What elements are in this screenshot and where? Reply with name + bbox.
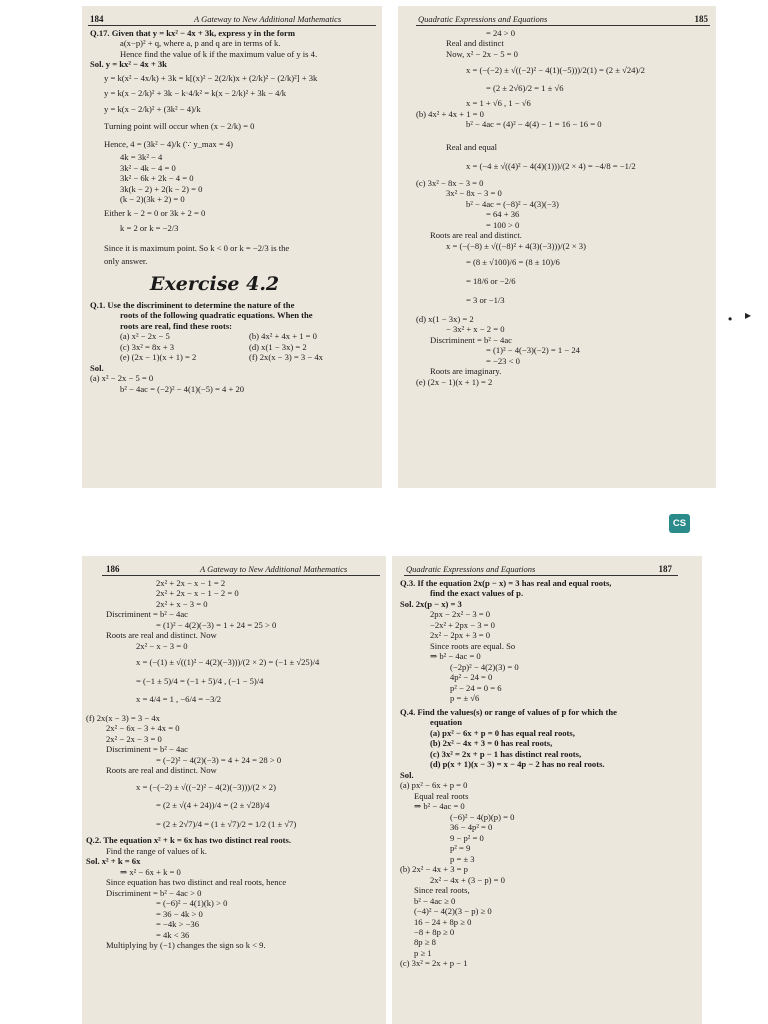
scan-mark: • — [728, 312, 733, 326]
solution-line: 3x² − 8x − 3 = 0 — [446, 188, 502, 199]
scanner-app-badge: CS — [669, 514, 690, 533]
solution-line: 3k(k − 2) + 2(k − 2) = 0 — [120, 183, 203, 194]
solution-line: 2x² − x − 3 = 0 — [136, 640, 188, 651]
solution-line: Discriminent = b² − 4ac — [106, 744, 188, 755]
solution-line: Discriminent = b² − 4ac — [430, 334, 512, 345]
solution-line: 2x² + 2x − x − 1 − 2 = 0 — [156, 588, 239, 599]
solution-line: x = 1 + √6 , 1 − √6 — [466, 98, 531, 109]
solution-line: Sol. y = kx² − 4x + 3k — [90, 59, 167, 70]
solution-line: (c) 3x² − 8x − 3 = 0 — [416, 177, 484, 188]
solution-line: = (2 ± 2√7)/4 = (1 ± √7)/2 = 1/2 (1 ± √7) — [156, 818, 297, 829]
solution-line: = 18/6 or −2/6 — [466, 275, 516, 286]
solution-line: Since it is maximum point. So k < 0 or k = −2/3 is the — [104, 242, 290, 253]
solution-line: 2x² − 6x − 3 + 4x = 0 — [106, 723, 180, 734]
solution-line: − 3x² + x − 2 = 0 — [446, 324, 505, 335]
solution-line: = −4k > −36 — [156, 919, 200, 930]
solution-line: (−6)² − 4(p)(p) = 0 — [450, 811, 515, 822]
header-rule — [404, 575, 678, 576]
solution-line: Now, x² − 2x − 5 = 0 — [446, 48, 518, 59]
question-part: (f) 2x(x − 3) = 3 − 4x — [249, 352, 323, 363]
running-header: A Gateway to New Additional Mathematics — [194, 14, 342, 24]
page-content — [416, 28, 708, 484]
solution-line: Equal real roots — [414, 790, 469, 801]
solution-line: only answer. — [104, 256, 148, 267]
page-number: 184 — [90, 14, 104, 24]
solution-line: (d) x(1 − 3x) = 2 — [416, 313, 474, 324]
solution-line: p ≥ 1 — [414, 947, 432, 958]
solution-line: Sol. 2x(p − x) = 3 — [400, 598, 462, 609]
question-line: Q.4. Find the values(s) or range of values of p for which the — [400, 706, 617, 717]
question-line: equation — [430, 717, 462, 728]
solution-line: = (−1 ± 5)/4 = (−1 + 5)/4 , (−1 − 5)/4 — [136, 675, 264, 686]
solution-line: b² − 4ac = (4)² − 4(4) − 1 = 16 − 16 = 0 — [466, 119, 602, 130]
solution-line: = (8 ± √100)/6 = (8 ± 10)/6 — [466, 257, 560, 268]
solution-line: −2x² + 2px − 3 = 0 — [430, 619, 495, 630]
solution-line: x = (−4 ± √((4)² − 4(4)(1)))/(2 × 4) = −4/8 = −1/2 — [466, 161, 636, 172]
solution-line: 2x² − 2px + 3 = 0 — [430, 630, 491, 641]
solution-line: (f) 2x(x − 3) = 3 − 4x — [86, 712, 160, 723]
solution-line: = 3 or −1/3 — [466, 295, 505, 306]
question-line: Q.1. Use the discriminent to determine the nature of the — [90, 299, 295, 310]
solution-line: = 36 − 4k > 0 — [156, 908, 203, 919]
header-rule — [88, 25, 376, 26]
header-rule — [416, 25, 710, 26]
solution-line: Real and equal — [446, 141, 498, 152]
solution-line: ⇒ b² − 4ac = 0 — [430, 651, 481, 662]
question-line: Find the range of values of k. — [106, 845, 207, 856]
question-line: roots of the following quadratic equations. When the — [120, 310, 313, 321]
solution-line: (e) (2x − 1)(x + 1) = 2 — [416, 376, 493, 387]
solution-line: (b) 4x² + 4x + 1 = 0 — [416, 108, 484, 119]
solution-line: 2x² + 2x − x − 1 = 2 — [156, 578, 226, 588]
solution-line: Roots are real and distinct. Now — [106, 765, 217, 776]
solution-line: Sol. — [90, 362, 104, 373]
solution-line: = (−2)² − 4(2)(−3) = 4 + 24 = 28 > 0 — [156, 754, 282, 765]
solution-line: Since roots are equal. So — [430, 640, 516, 651]
solution-line: Since equation has two distinct and real roots, hence — [106, 877, 287, 888]
scan-mark: ▸ — [745, 308, 752, 322]
solution-line: 4p² − 24 = 0 — [450, 672, 493, 683]
page-186 — [82, 556, 386, 1024]
solution-line: = (2 ± √(4 + 24))/4 = (2 ± √28)/4 — [156, 800, 270, 811]
page-187 — [392, 556, 702, 1024]
solution-line: (k − 2)(3k + 2) = 0 — [120, 194, 185, 205]
solution-line: Roots are real and distinct. Now — [106, 630, 217, 641]
solution-line: = −23 < 0 — [486, 355, 520, 366]
page-number: 187 — [658, 564, 672, 574]
solution-line: Discriminent = b² − 4ac — [106, 609, 188, 620]
solution-line: x = (−(−2) ± √((−2)² − 4(2)(−3)))/(2 × 2) — [136, 781, 276, 792]
question-part: (d) p(x + 1)(x − 3) = x − 4p − 2 has no real roots. — [430, 759, 605, 770]
solution-line: = (1)² − 4(2)(−3) = 1 + 24 = 25 > 0 — [156, 619, 277, 630]
page-content — [400, 578, 696, 1020]
solution-line: 16 − 24 + 8p ≥ 0 — [414, 916, 472, 927]
running-header: A Gateway to New Additional Mathematics — [200, 564, 348, 574]
solution-line: 2x² + x − 3 = 0 — [156, 598, 208, 609]
solution-line: b² − 4ac ≥ 0 — [414, 895, 456, 906]
solution-line: Roots are imaginary. — [430, 366, 502, 377]
running-header: Quadratic Expressions and Equations — [406, 564, 536, 574]
solution-line: 3k² − 4k − 4 = 0 — [120, 162, 176, 173]
solution-line: Hence, 4 = (3k² − 4)/k (∵ y_max = 4) — [104, 138, 234, 149]
question-line: Q.17. Given that y = kx² − 4x + 3k, express y in the form — [90, 28, 295, 38]
solution-line: p² − 24 = 0 = 6 — [450, 682, 502, 693]
page-number: 186 — [106, 564, 120, 574]
solution-line: y = k(x − 2/k)² + 3k − k·4/k² = k(x − 2/k)² + 3k − 4/k — [104, 88, 287, 99]
question-line: find the exact values of p. — [430, 588, 524, 599]
question-part: (e) (2x − 1)(x + 1) = 2 — [120, 352, 197, 363]
question-line: Hence find the value of k if the maximum value of y is 4. — [120, 48, 318, 59]
question-part: (c) 3x² = 2x + p − 1 has distinct real roots, — [430, 748, 582, 759]
solution-line: b² − 4ac = (−8)² − 4(3)(−3) — [466, 198, 559, 209]
running-header: Quadratic Expressions and Equations — [418, 14, 548, 24]
solution-line: Sol. — [400, 769, 414, 780]
solution-line: = (−6)² − 4(1)(k) > 0 — [156, 898, 228, 909]
solution-line: Since real roots, — [414, 885, 470, 896]
solution-line: y = k(x − 2/k)² + (3k² − 4)/k — [104, 103, 201, 114]
solution-line: x = (−(−2) ± √((−2)² − 4(1)(−5)))/2(1) = (2 ± √24)/2 — [466, 65, 645, 76]
solution-line: (−4)² − 4(2)(3 − p) ≥ 0 — [414, 906, 492, 917]
solution-line: = 100 > 0 — [486, 219, 520, 230]
question-line: roots are real, find these roots: — [120, 320, 233, 331]
solution-line: 2x² − 2x − 3 = 0 — [106, 733, 162, 744]
solution-line — [416, 130, 708, 138]
solution-line: = 4k < 36 — [156, 929, 190, 940]
header-rule — [102, 575, 380, 576]
solution-line: x = (−(−8) ± √((−8)² + 4(3)(−3)))/(2 × 3) — [446, 240, 586, 251]
question-line: Q.3. If the equation 2x(p − x) = 3 has real and equal roots, — [400, 578, 612, 588]
solution-line: 3k² − 6k + 2k − 4 = 0 — [120, 173, 194, 184]
question-line: Q.2. The equation x² + k = 6x has two distinct real roots. — [86, 835, 292, 846]
solution-line: = 64 + 36 — [486, 209, 520, 220]
solution-line: 36 − 4p² = 0 — [450, 822, 493, 833]
solution-line: 4k = 3k² − 4 — [120, 152, 163, 163]
solution-line: Turning point will occur when (x − 2/k) = 0 — [104, 121, 255, 132]
solution-line: (c) 3x² = 2x + p − 1 — [400, 958, 468, 969]
solution-line: ⇒ x² − 6x + k = 0 — [120, 866, 181, 877]
solution-line: p² = 9 — [450, 843, 471, 854]
solution-line: Multiplying by (−1) changes the sign so k < 9. — [106, 940, 266, 951]
page-184 — [82, 6, 382, 488]
solution-line: 9 − p² = 0 — [450, 832, 484, 843]
solution-line: k = 2 or k = −2/3 — [120, 223, 179, 234]
solution-line: −8 + 8p ≥ 0 — [414, 926, 455, 937]
question-part: (c) 3x² = 8x + 3 — [120, 341, 175, 352]
solution-line: Sol. x² + k = 6x — [86, 856, 141, 867]
solution-line: (a) px² − 6x + p = 0 — [400, 780, 468, 791]
solution-line: Either k − 2 = 0 or 3k + 2 = 0 — [104, 207, 206, 218]
question-part: (a) x² − 2x − 5 — [120, 331, 170, 342]
solution-line: x = (−(1) ± √((1)² − 4(2)(−3)))/(2 × 2) = (−1 ± √25)/4 — [136, 657, 320, 668]
solution-line: ⇒ b² − 4ac = 0 — [414, 801, 465, 812]
exercise-heading: Exercise 4.2 — [150, 272, 280, 295]
solution-line: = 24 > 0 — [486, 28, 516, 38]
page-number: 185 — [694, 14, 708, 24]
question-part: (b) 4x² + 4x + 1 = 0 — [249, 331, 317, 342]
solution-line: 2px − 2x² − 3 = 0 — [430, 609, 491, 620]
question-part: (d) x(1 − 3x) = 2 — [249, 341, 307, 352]
solution-line: p = ± 3 — [450, 853, 475, 864]
question-parts — [90, 331, 374, 362]
solution-line: = (2 ± 2√6)/2 = 1 ± √6 — [486, 82, 564, 93]
solution-line: Roots are real and distinct. — [430, 230, 522, 241]
solution-line: y = k(x² − 4x/k) + 3k = k[(x)² − 2(2/k)x + (2/k)² − (2/k)²] + 3k — [104, 72, 318, 83]
solution-line: 2x² − 4x + (3 − p) = 0 — [430, 874, 505, 885]
page-content — [90, 28, 374, 484]
solution-line: (−2p)² − 4(2)(3) = 0 — [450, 661, 519, 672]
solution-line: (a) x² − 2x − 5 = 0 — [90, 373, 154, 384]
question-part: (b) 2x² − 4x + 3 = 0 has real roots, — [430, 738, 553, 749]
solution-line: b² − 4ac = (−2)² − 4(1)(−5) = 4 + 20 — [120, 383, 245, 394]
page-185 — [398, 6, 716, 488]
question-line: a(x−p)² + q, where a, p and q are in terms of k. — [120, 38, 281, 49]
solution-line: Discriminent = b² − 4ac > 0 — [106, 887, 202, 898]
page-content — [86, 578, 380, 1020]
solution-line: p = ± √6 — [450, 693, 480, 704]
question-part: (a) px² − 6x + p = 0 has equal real roots, — [430, 727, 575, 738]
solution-line: x = 4/4 = 1 , −6/4 = −3/2 — [136, 694, 222, 705]
solution-line: (b) 2x² − 4x + 3 = p — [400, 864, 468, 875]
solution-line: 8p ≥ 8 — [414, 937, 436, 948]
solution-line: Real and distinct — [446, 38, 504, 49]
solution-line: = (1)² − 4(−3)(−2) = 1 − 24 — [486, 345, 580, 356]
